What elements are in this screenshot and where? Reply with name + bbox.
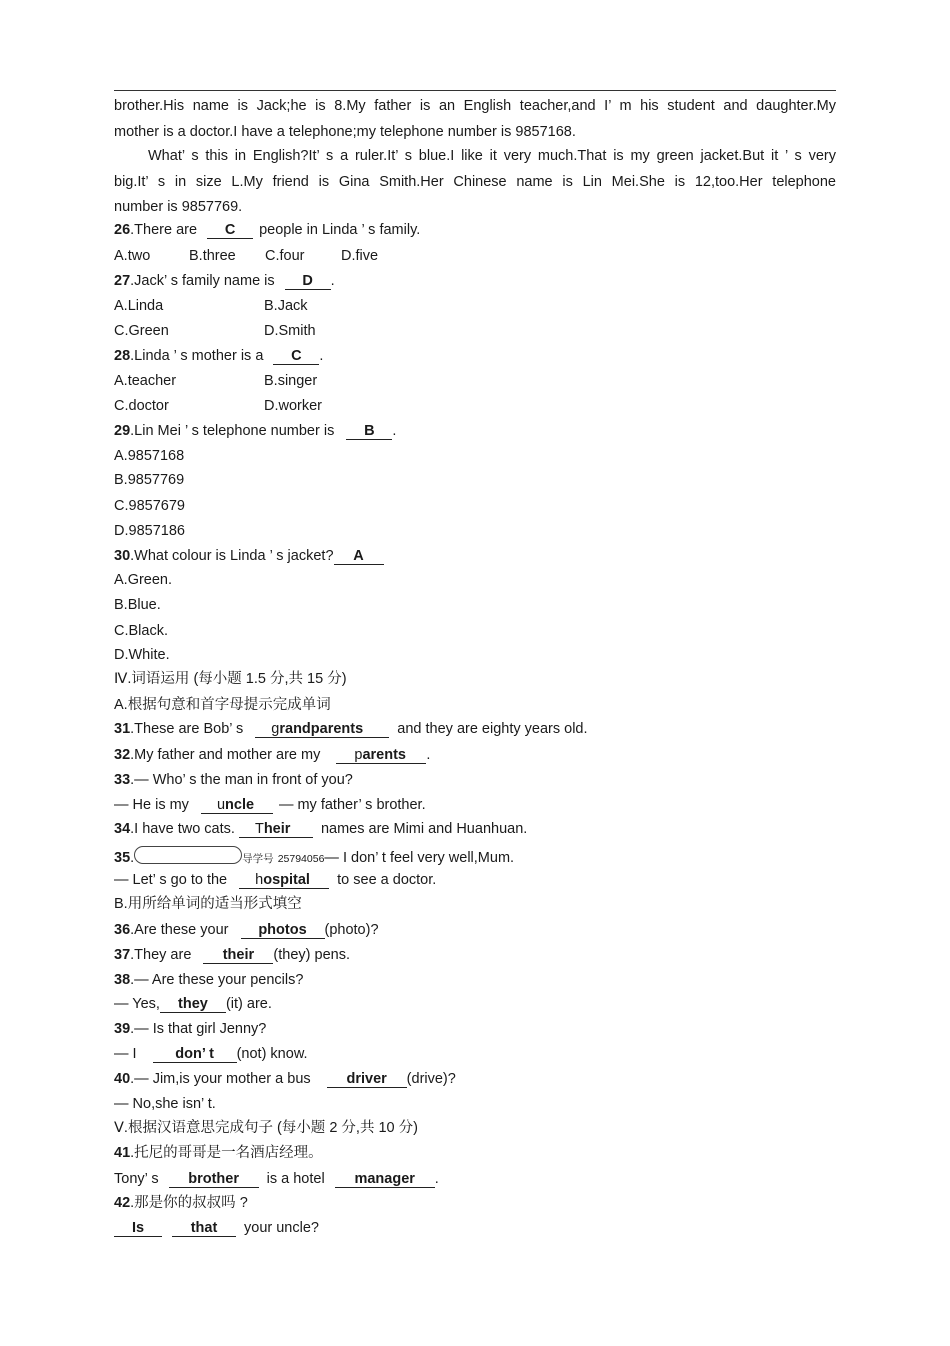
answer-blank: driver bbox=[327, 1072, 407, 1088]
option: D.White. bbox=[114, 647, 170, 663]
answer-blank: D bbox=[285, 274, 331, 290]
tag-code: 25794056 bbox=[277, 853, 325, 865]
option: C.doctor bbox=[114, 398, 169, 414]
question-33: 33.— Who’ s the man in front of you? bbox=[114, 772, 353, 788]
options-26 bbox=[114, 247, 378, 265]
option: C.Green bbox=[114, 323, 169, 339]
question-38-reply: — Yes, they (it) are. bbox=[114, 996, 272, 1012]
answer-blank: parents bbox=[336, 748, 426, 764]
passage-line: number is 9857769. bbox=[114, 199, 243, 215]
answer-blank: A bbox=[334, 549, 384, 565]
question-38: 38.— Are these your pencils? bbox=[114, 972, 304, 988]
option: A.Linda bbox=[114, 298, 164, 314]
question-27: 27.Jack’ s family name is D . bbox=[114, 273, 335, 289]
question-41-chinese: 41.托尼的哥哥是一名酒店经理。 bbox=[114, 1145, 323, 1161]
question-33-reply: — He is my uncle — my father’ s brother. bbox=[114, 797, 426, 813]
question-31: 31.These are Bob’ s grandparents and they are eighty years old. bbox=[114, 721, 588, 737]
option: B.three bbox=[189, 248, 236, 264]
passage-line: What’ s this in English?It’ s a ruler.It’ s blue.I like it very much.That is my green jacket.But it ’ s very bbox=[148, 148, 836, 164]
options-27 bbox=[114, 297, 308, 315]
option: C.Black. bbox=[114, 623, 168, 639]
question-40-reply: — No,she isn’ t. bbox=[114, 1096, 216, 1112]
question-35: 35. 导学号 25794056— I don’ t feel very well,Mum. bbox=[114, 846, 514, 868]
question-41: Tony’ s brother is a hotel manager . bbox=[114, 1171, 439, 1187]
question-35-reply: — Let’ s go to the hospital to see a doctor. bbox=[114, 872, 437, 888]
options-27 bbox=[114, 322, 316, 340]
answer-blank: they bbox=[160, 997, 226, 1013]
option: B.Jack bbox=[264, 298, 308, 314]
answer-blank: don’ t bbox=[153, 1047, 237, 1063]
passage-line: mother is a doctor.I have a telephone;my telephone number is 9857168. bbox=[114, 124, 576, 140]
answer-blank: C bbox=[273, 349, 319, 365]
option: D.five bbox=[341, 248, 379, 264]
question-32: 32.My father and mother are my parents . bbox=[114, 747, 431, 763]
options-28 bbox=[114, 372, 317, 390]
question-30: 30.What colour is Linda ’ s jacket? A bbox=[114, 547, 384, 565]
answer-blank: brother bbox=[169, 1172, 259, 1188]
option: B.9857769 bbox=[114, 472, 185, 488]
option: D.9857186 bbox=[114, 523, 185, 539]
question-34: 34.I have two cats. Their names are Mimi and Huanhuan. bbox=[114, 821, 528, 837]
question-42: Is that your uncle? bbox=[114, 1219, 319, 1237]
question-36: 36.Are these your photos (photo)? bbox=[114, 922, 379, 938]
option: A.teacher bbox=[114, 373, 177, 389]
question-39: 39.— Is that girl Jenny? bbox=[114, 1021, 267, 1037]
passage-line: big.It’ s in size L.My friend is Gina Smith.Her Chinese name is Lin Mei.She is 12,too.Her telephone bbox=[114, 174, 836, 190]
header-rule bbox=[114, 90, 836, 91]
question-40: 40.— Jim,is your mother a bus driver (drive)? bbox=[114, 1071, 456, 1087]
section-5-title: Ⅴ.根据汉语意思完成句子 (每小题 2 分,共 10 分) bbox=[114, 1120, 418, 1136]
answer-blank: grandparents bbox=[255, 722, 389, 738]
question-26: 26.There are C people in Linda ’ s family. bbox=[114, 222, 421, 238]
option: B.singer bbox=[264, 373, 318, 389]
answer-blank: Is bbox=[114, 1221, 162, 1237]
option: D.worker bbox=[264, 398, 323, 414]
answer-blank: photos bbox=[241, 923, 325, 939]
part-a-instruction: A.根据句意和首字母提示完成单词 bbox=[114, 697, 331, 713]
question-28: 28.Linda ’ s mother is a C . bbox=[114, 348, 324, 364]
answer-blank: B bbox=[346, 424, 392, 440]
passage-line: brother.His name is Jack;he is 8.My father is an English teacher,and I’ m his student and daughter.My bbox=[114, 98, 836, 114]
option: D.Smith bbox=[264, 323, 316, 339]
answer-blank: manager bbox=[335, 1172, 435, 1188]
question-37: 37.They are their (they) pens. bbox=[114, 947, 350, 963]
answer-blank: Their bbox=[239, 822, 313, 838]
part-b-instruction: B.用所给单词的适当形式填空 bbox=[114, 896, 302, 912]
question-29: 29.Lin Mei ’ s telephone number is B . bbox=[114, 423, 397, 439]
answer-blank: their bbox=[203, 948, 273, 964]
section-4-title: Ⅳ.词语运用 (每小题 1.5 分,共 15 分) bbox=[114, 671, 347, 687]
option: C.9857679 bbox=[114, 498, 185, 514]
option: B.Blue. bbox=[114, 597, 161, 613]
options-28 bbox=[114, 397, 322, 415]
option: A.9857168 bbox=[114, 448, 185, 464]
question-42-chinese: 42.那是你的叔叔吗 ? bbox=[114, 1195, 248, 1211]
answer-blank: uncle bbox=[201, 798, 273, 814]
tag-box bbox=[134, 846, 242, 864]
option: A.two bbox=[114, 248, 151, 264]
question-39-reply: — I don’ t (not) know. bbox=[114, 1046, 308, 1062]
answer-blank: C bbox=[207, 223, 253, 239]
tag-label: 导学号 bbox=[242, 853, 274, 865]
answer-blank: hospital bbox=[239, 873, 329, 889]
option: C.four bbox=[265, 248, 305, 264]
answer-blank: that bbox=[172, 1221, 236, 1237]
option: A.Green. bbox=[114, 572, 173, 588]
